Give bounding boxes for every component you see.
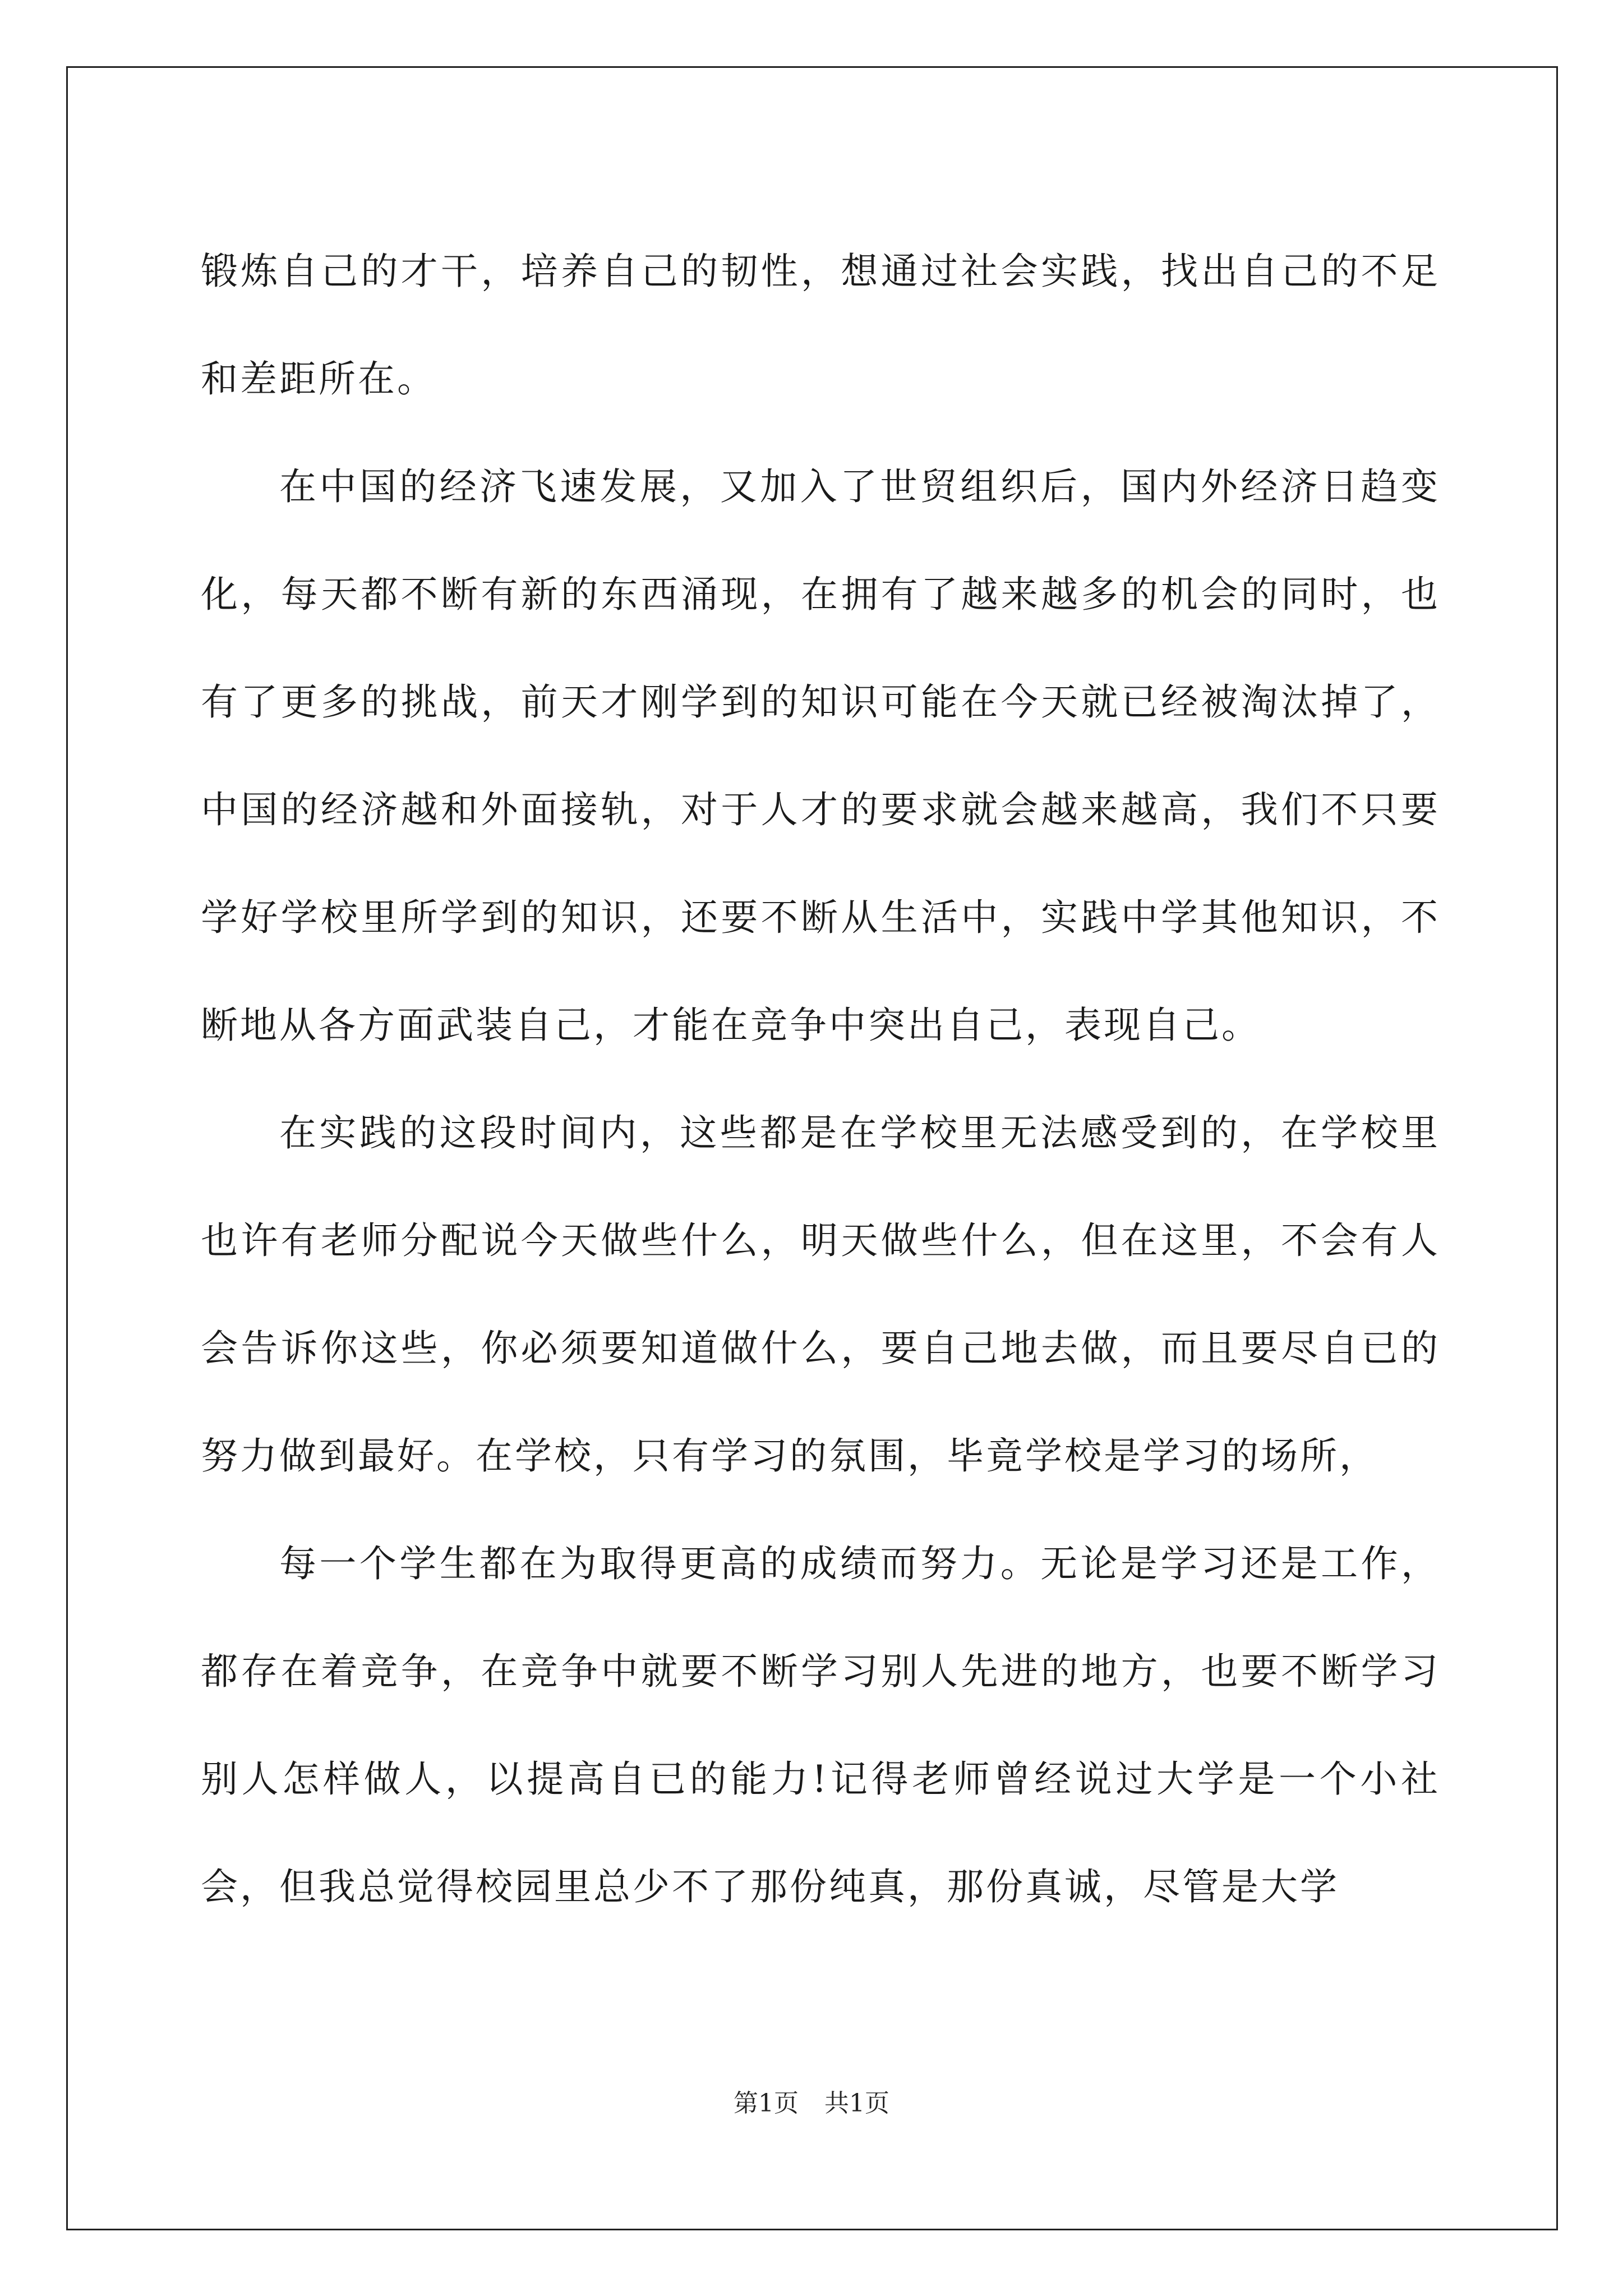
paragraph-2: 在中国的经济飞速发展，又加入了世贸组织后，国内外经济日趋变化，每天都不断有新的东西涌现，在拥有了越来越多的机会的同时，也有了更多的挑战，前天才刚学到的知识可能在今天就已经被淘汰掉了，中国的经济越和外面接轨，对于人才的要求就会越来越高，我们不只要学好学校里所学到的知识，还要不断从生活中，实践中学其他知识，不断地从各方面武装自己，才能在竞争中突出自己，表现自己。 [201,465,1440,1047]
paragraph-1: 锻炼自己的才干，培养自己的韧性，想通过社会实践，找出自己的不足和差距所在。 [201,250,1440,401]
page-number: 第1页 [734,2089,799,2118]
page-footer [0,2087,1623,2120]
page-total: 共1页 [824,2089,889,2118]
paragraph-3: 在实践的这段时间内，这些都是在学校里无法感受到的，在学校里也许有老师分配说今天做些什么，明天做些什么，但在这里，不会有人会告诉你这些，你必须要知道做什么，要自己地去做，而且要尽自已的努力做到最好。在学校，只有学习的氛围，毕竟学校是学习的场所， [201,1111,1440,1478]
document-body [201,218,1440,1941]
paragraph-4: 每一个学生都在为取得更高的成绩而努力。无论是学习还是工作，都存在着竞争，在竞争中就要不断学习别人先进的地方，也要不断学习别人怎样做人，以提高自已的能力!记得老师曾经说过大学是一个小社会，但我总觉得校园里总少不了那份纯真，那份真诚，尽管是大学 [201,1542,1440,1908]
